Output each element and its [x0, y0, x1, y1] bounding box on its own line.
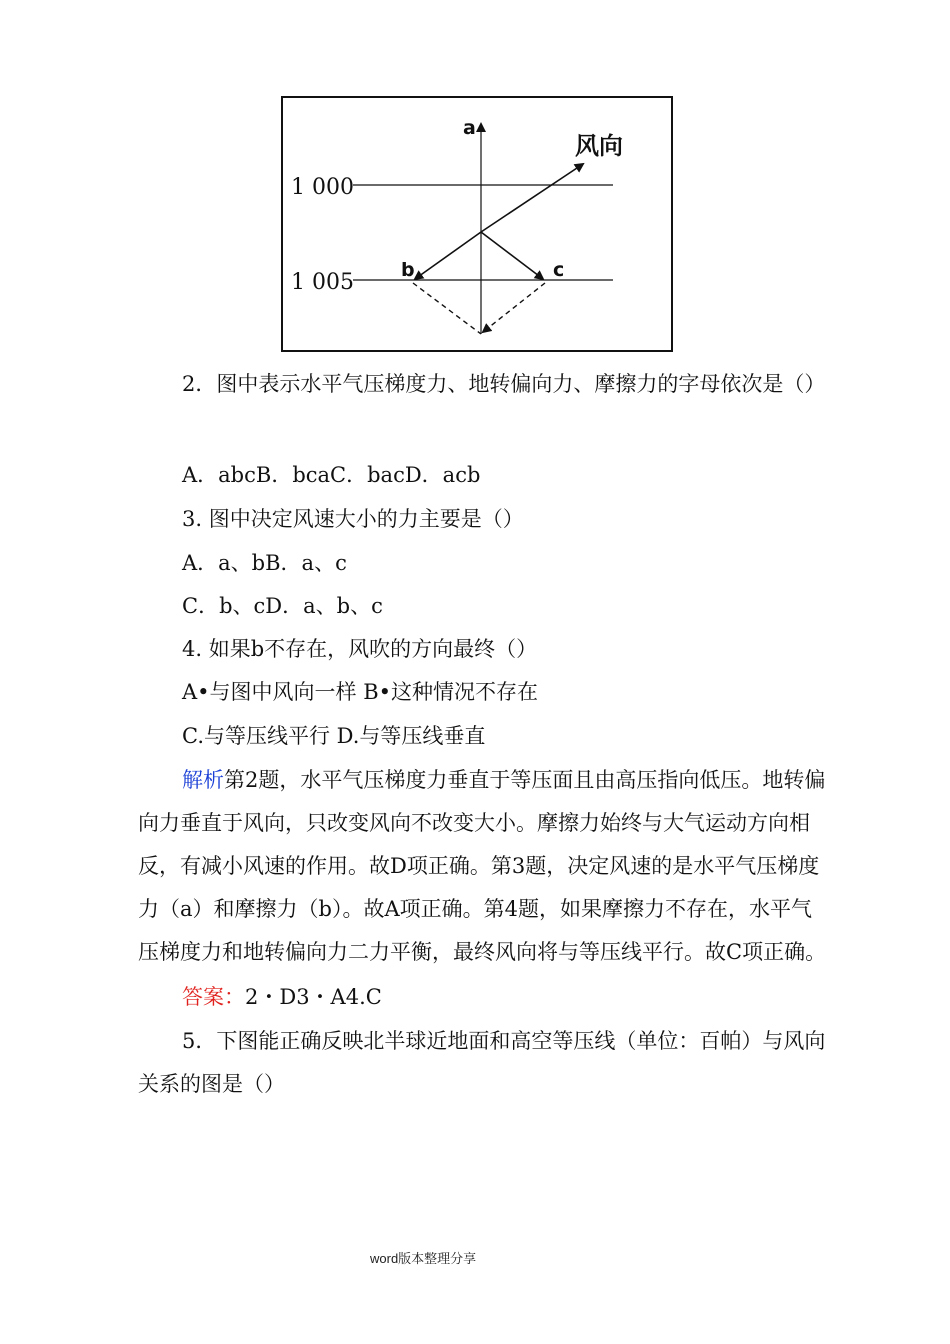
- isobar-1005-label: 1 005: [291, 270, 354, 295]
- label-b: b: [401, 259, 415, 281]
- force-diagram: [281, 96, 673, 352]
- answer-text: 2・D3・A4.C: [245, 985, 382, 1009]
- label-a: a: [463, 117, 476, 139]
- question-3-stem: 3. 图中决定风速大小的力主要是（）: [182, 507, 524, 531]
- question-3-options-1: A．a、bB．a、c: [182, 551, 347, 575]
- isobar-1000-label: 1 000: [291, 175, 354, 200]
- question-3-options-2: C．b、cD．a、b、c: [182, 594, 383, 618]
- wind-direction-arrow: [481, 164, 583, 232]
- footer-note: word版本整理分享: [370, 1251, 477, 1266]
- question-2-stem: 2．图中表示水平气压梯度力、地转偏向力、摩擦力的字母依次是（）: [182, 372, 826, 396]
- label-c: c: [553, 259, 565, 281]
- dashed-line-left: [413, 283, 481, 334]
- wind-label: 风向: [575, 132, 623, 160]
- force-c-arrow: [481, 232, 543, 279]
- analysis-label: 解析: [182, 768, 224, 792]
- force-b-arrow: [415, 232, 481, 279]
- analysis-paragraph: [138, 759, 828, 974]
- answer-label: 答案：: [182, 985, 245, 1009]
- question-4-options-2: C.与等压线平行 D.与等压线垂直: [182, 724, 486, 748]
- question-5-stem: 5．下图能正确反映北半球近地面和高空等压线（单位：百帕）与风向关系的图是（）: [138, 1029, 826, 1096]
- analysis-text: 第2题，水平气压梯度力垂直于等压面且由高压指向低压。地转偏向力垂直于风向，只改变风向不改变大小。摩擦力始终与大气运动方向相反，有减小风速的作用。故D项正确。第3题，决定风速的是水平气压梯度力（a）和摩擦力（b）。故A项正确。第4题，如果摩擦力不存在，水平气压梯度力和地转偏向力二力平衡，最终风向将与等压线平行。故C项正确。: [138, 768, 827, 964]
- force-diagram-svg: [283, 98, 675, 354]
- question-4-options-1: A•与图中风向一样 B•这种情况不存在: [182, 680, 539, 704]
- dashed-line-right: [483, 283, 545, 332]
- question-4-stem: 4. 如果b不存在，风吹的方向最终（）: [182, 637, 538, 661]
- answer-line: [182, 982, 382, 1012]
- question-2-options: A．abcB．bcaC．bacD．acb: [182, 463, 481, 487]
